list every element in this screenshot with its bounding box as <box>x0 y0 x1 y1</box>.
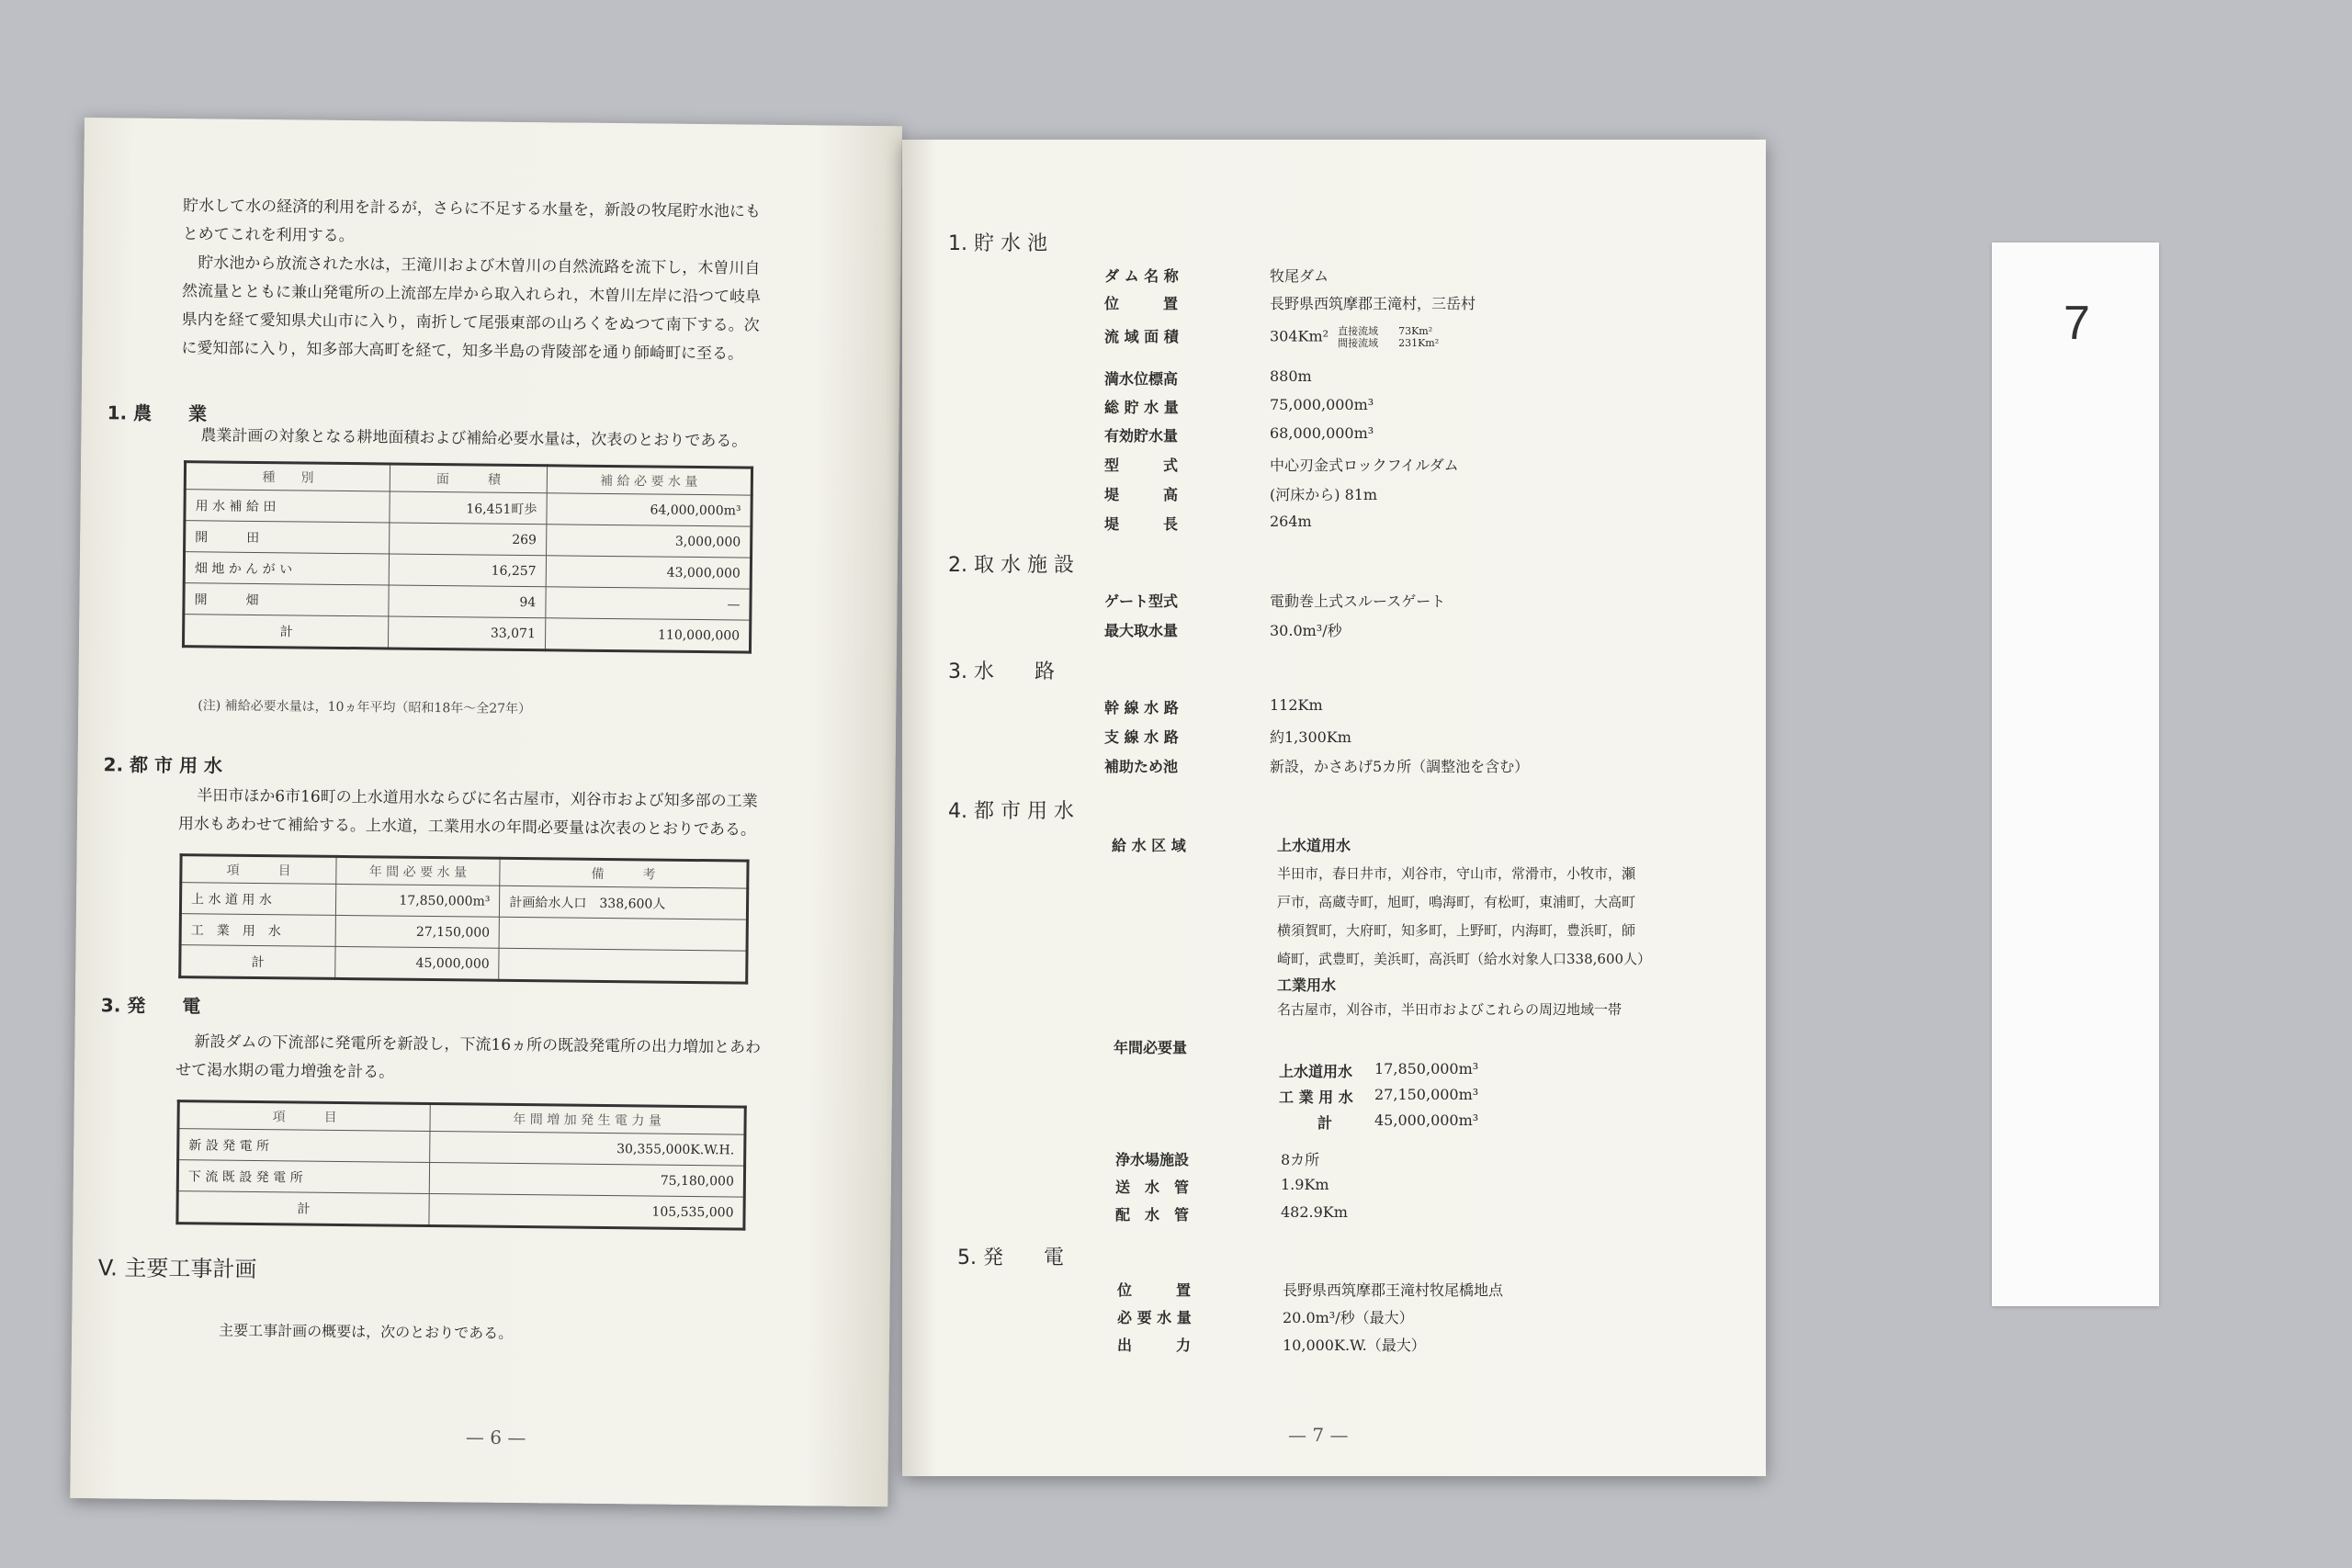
direct-basin: 直接流域 73Km² <box>1338 325 1433 337</box>
table-cell: 計 <box>180 945 335 979</box>
power-table <box>175 1100 746 1230</box>
row-key: 流 域 面 積 <box>1104 328 1179 345</box>
row-value: 8カ所 <box>1281 1151 1320 1168</box>
indirect-basin: 間接流域 231Km² <box>1338 337 1440 349</box>
table-header: 項 目 <box>181 855 336 885</box>
left-page <box>70 118 902 1506</box>
power-text-2: せて渇水期の電力増強を計る。 <box>175 1061 395 1082</box>
page-number-right: — 7 — <box>1288 1424 1349 1446</box>
row-value: 長野県西筑摩郡王滝村，三岳村 <box>1270 295 1476 312</box>
page-number-left: — 6 — <box>465 1426 526 1450</box>
row-key: 必 要 水 量 <box>1117 1309 1192 1326</box>
row-value: 20.0m³/秒（最大） <box>1283 1309 1414 1326</box>
table-row <box>183 615 750 652</box>
table-cell: 上 水 道 用 水 <box>180 883 335 916</box>
row-key: 補助ため池 <box>1104 758 1179 775</box>
table-cell: 計 <box>183 615 389 649</box>
table-header: 年 間 増 加 発 生 電 力 量 <box>430 1103 745 1134</box>
table-cell: 16,257 <box>389 554 546 587</box>
row-key: 支 線 水 路 <box>1104 728 1179 746</box>
row-key: ゲート型式 <box>1104 592 1179 610</box>
row-value: 482.9Km <box>1281 1203 1348 1221</box>
intro-line-6: に愛知部に入り，知多部大高町を経て，知多半島の背陵部を通り師崎町に至る。 <box>181 339 744 364</box>
right-page <box>902 140 1766 1476</box>
row-key: 給 水 区 域 <box>1112 837 1186 854</box>
row-key: ダ ム 名 称 <box>1104 267 1179 285</box>
section-heading-intake: 2. 取 水 施 設 <box>948 554 1074 577</box>
row-key: 最大取水量 <box>1104 622 1179 639</box>
supply-line: 戸市，高蔵寺町，旭町，鳴海町，有松町，東浦町，大高町 <box>1277 894 1636 910</box>
row-key: 型 式 <box>1104 457 1179 474</box>
table-cell: 計 <box>177 1191 429 1226</box>
row-value: 880m <box>1270 367 1312 385</box>
table-cell: 75,180,000 <box>429 1162 744 1197</box>
table-header: 項 目 <box>178 1101 430 1132</box>
row-key: 工 業 用 水 <box>1279 1089 1353 1106</box>
row-key: 堤 高 <box>1104 486 1179 503</box>
table-cell: 94 <box>389 585 546 618</box>
row-value: (河床から) 81m <box>1270 486 1378 503</box>
row-value: 約1,300Km <box>1270 728 1351 746</box>
row-key: 年間必要量 <box>1114 1039 1188 1056</box>
table-cell: 43,000,000 <box>546 556 752 589</box>
section-heading-reservoir: 1. 貯 水 池 <box>948 232 1047 255</box>
row-value: 1.9Km <box>1281 1176 1329 1193</box>
urban-water-table <box>178 853 749 984</box>
table-cell: — <box>546 587 752 620</box>
row-key: 計 <box>1317 1114 1332 1132</box>
row-key: 幹 線 水 路 <box>1104 699 1179 716</box>
row-value: 75,000,000m³ <box>1270 396 1374 413</box>
supply-line: 横須賀町，大府町，知多町，上野町，内海町，豊浜町，師 <box>1277 922 1636 939</box>
row-value: 新設，かさあげ5カ所（調整池を含む） <box>1270 758 1530 775</box>
row-value: 電動巻上式スルースゲート <box>1270 592 1446 610</box>
agriculture-note: (注) 補給必要水量は，10ヵ年平均（昭和18年〜全27年） <box>198 698 532 717</box>
table-header: 年 間 必 要 水 量 <box>335 856 500 886</box>
row-value: 10,000K.W.（最大） <box>1283 1337 1426 1354</box>
section-heading-construction: V. 主要工事計画 <box>97 1255 257 1283</box>
agriculture-text: 農業計画の対象となる耕地面積および補給必要水量は，次表のとおりである。 <box>200 426 748 451</box>
section-heading-power: 5. 発 電 <box>957 1247 1064 1269</box>
row-value: 長野県西筑摩郡王滝村牧尾橋地点 <box>1283 1281 1504 1299</box>
row-value: 中心刃金式ロックフイルダム <box>1270 457 1459 474</box>
table-cell: 開 田 <box>185 521 390 554</box>
row-value: 牧尾ダム <box>1270 267 1329 285</box>
table-header: 面 積 <box>390 464 547 493</box>
row-value: 17,850,000m³ <box>1374 1060 1479 1077</box>
table-cell <box>499 917 747 951</box>
row-key: 堤 長 <box>1104 515 1179 533</box>
table-cell: 105,535,000 <box>429 1193 744 1229</box>
row-key: 浄水場施設 <box>1115 1151 1190 1168</box>
page-tag-label: 7 <box>2064 297 2090 350</box>
row-value: 45,000,000m³ <box>1374 1111 1479 1129</box>
table-header: 備 考 <box>500 858 748 888</box>
section-heading-agriculture: 1. 農 業 <box>107 401 208 425</box>
row-value: 68,000,000m³ <box>1270 424 1374 442</box>
row-key: 満水位標高 <box>1104 370 1179 388</box>
page-tag <box>1992 243 2159 1306</box>
row-key: 送 水 管 <box>1115 1179 1190 1196</box>
row-key: 総 貯 水 量 <box>1104 399 1179 416</box>
industrial-line: 名古屋市，刈谷市，半田市およびこれらの周辺地域一帯 <box>1277 1001 1623 1018</box>
construction-text: 主要工事計画の概要は，次のとおりである。 <box>219 1321 514 1342</box>
section-heading-channel: 3. 水 路 <box>948 660 1055 683</box>
supply-lines <box>1277 860 1651 974</box>
row-value: 30.0m³/秒 <box>1270 622 1342 639</box>
table-cell: 3,000,000 <box>546 525 752 558</box>
intro-line-2: とめてこれを利用する。 <box>182 225 355 246</box>
table-cell: 畑 地 か ん が い <box>184 552 390 585</box>
table-row <box>177 1191 744 1229</box>
row-key: 出 力 <box>1117 1337 1192 1354</box>
table-cell: 64,000,000m³ <box>547 493 752 526</box>
intro-line-4: 然流量とともに兼山発電所の上流部左岸から取入れられ，木曽川左岸に沿つて岐阜 <box>181 282 762 307</box>
table-cell: 33,071 <box>389 616 546 650</box>
row-key: 位 置 <box>1104 295 1179 312</box>
table-cell: 新 設 発 電 所 <box>178 1129 430 1163</box>
urban-text-1: 半田市ほか6市16町の上水道用水ならびに名古屋市，刈谷市および知多部の工業 <box>197 786 758 811</box>
table-cell: 17,850,000m³ <box>335 884 500 917</box>
supply-title: 上水道用水 <box>1277 837 1351 854</box>
table-cell: 工 業 用 水 <box>180 914 335 947</box>
table-cell: 45,000,000 <box>334 946 499 980</box>
table-cell: 27,150,000 <box>335 915 500 948</box>
row-value: 27,150,000m³ <box>1374 1086 1479 1103</box>
table-cell: 下 流 既 設 発 電 所 <box>177 1160 429 1194</box>
table-cell: 用 水 補 給 田 <box>185 490 390 523</box>
supply-line: 半田市，春日井市，刈谷市，守山市，常滑市，小牧市，瀬 <box>1277 865 1636 882</box>
section-heading-urban-water: 4. 都 市 用 水 <box>948 800 1074 823</box>
supply-line: 崎町，武豊町，美浜町，高浜町（給水対象人口338,600人） <box>1277 951 1652 967</box>
agriculture-table <box>182 460 753 653</box>
intro-line-5: 県内を経て愛知県犬山市に入り，南折して尾張東部の山ろくをぬつて南下する。次 <box>181 310 760 335</box>
table-row <box>180 945 747 983</box>
section-heading-urban-water: 2. 都 市 用 水 <box>103 753 223 777</box>
section-heading-power: 3. 発 電 <box>100 994 201 1018</box>
row-key: 配 水 管 <box>1115 1206 1190 1224</box>
industrial-title: 工業用水 <box>1277 976 1337 994</box>
table-cell <box>499 948 747 983</box>
table-header: 補 給 必 要 水 量 <box>547 466 752 495</box>
row-value: 264m <box>1270 513 1312 530</box>
table-header: 種 別 <box>185 462 390 491</box>
table-cell: 110,000,000 <box>545 618 751 652</box>
row-key: 位 置 <box>1117 1281 1192 1299</box>
intro-line-3: 貯水池から放流された水は，王滝川および木曽川の自然流路を流下し，木曽川自 <box>182 254 761 278</box>
table-cell: 計画給水人口 338,600人 <box>500 886 748 919</box>
power-text-1: 新設ダムの下流部に発電所を新設し，下流16ヵ所の既設発電所の出力増加とあわ <box>194 1032 762 1057</box>
table-cell: 16,451町歩 <box>390 491 547 525</box>
row-value: 304Km² <box>1270 327 1329 345</box>
table-cell: 開 畑 <box>184 583 390 616</box>
row-value: 112Km <box>1270 696 1323 714</box>
row-key: 有効貯水量 <box>1104 427 1179 445</box>
urban-text-2: 用水もあわせて補給する。上水道，工業用水の年間必要量は次表のとおりである。 <box>177 815 757 840</box>
intro-line-1: 貯水して水の経済的利用を計るが，さらに不足する水量を，新設の牧尾貯水池にも <box>182 197 762 221</box>
table-cell: 269 <box>390 523 547 556</box>
table-cell: 30,355,000K.W.H. <box>430 1131 745 1166</box>
row-key: 上水道用水 <box>1279 1063 1353 1080</box>
